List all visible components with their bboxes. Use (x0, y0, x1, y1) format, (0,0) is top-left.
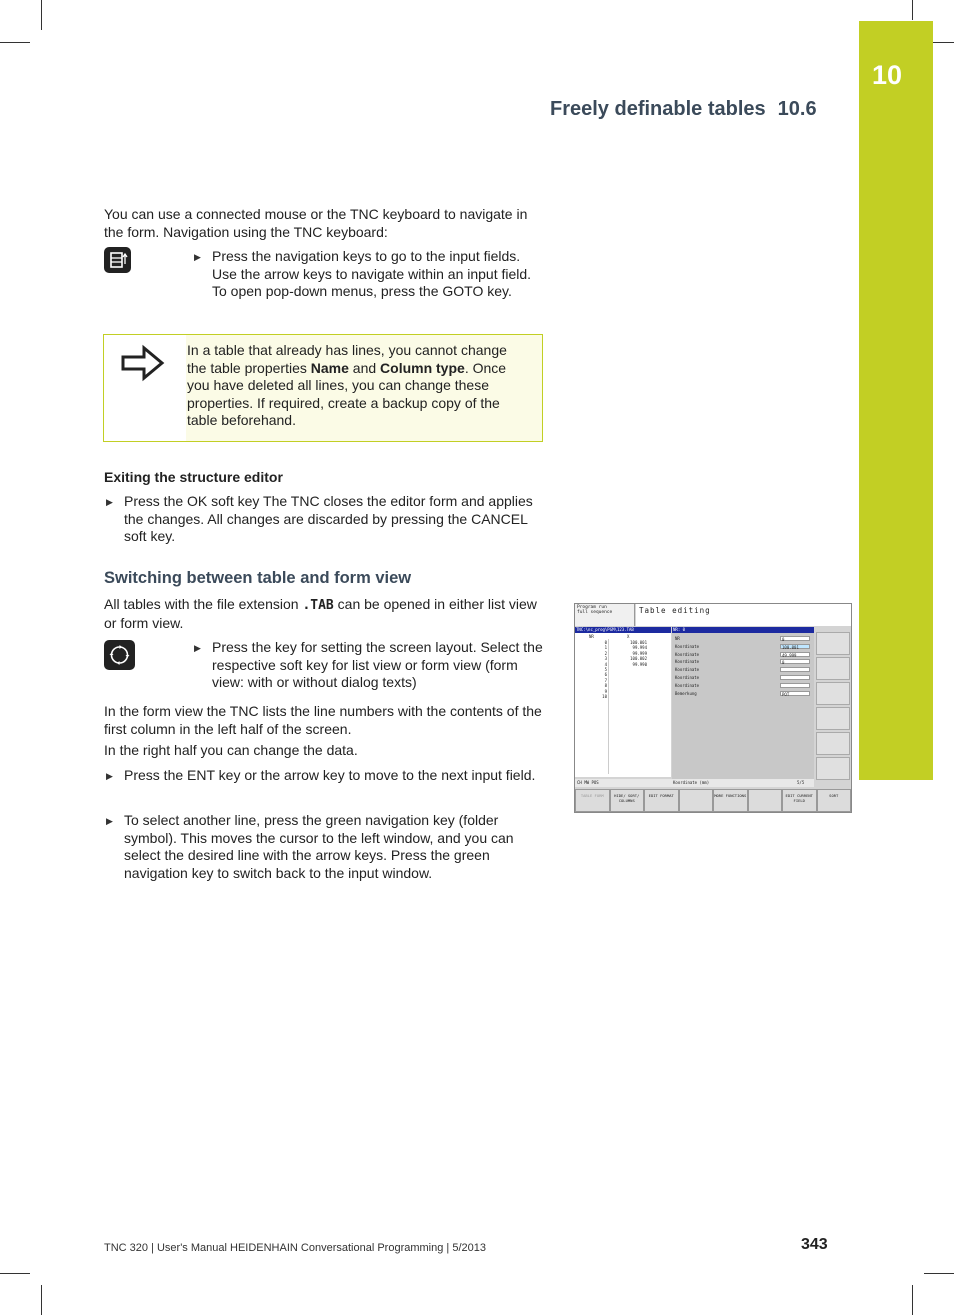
intro-paragraph: You can use a connected mouse or the TNC keyboard to navigate in the form. Navigation using the TNC keyboard: (104, 206, 528, 240)
table-row-value[interactable]: 99.999 (632, 650, 647, 656)
table-row-value[interactable]: 100.001 (630, 640, 647, 645)
status-left: CH MW POS (577, 780, 599, 785)
table-row-number[interactable]: 0 (604, 640, 607, 645)
form-field-label: Bemerkung (675, 690, 697, 696)
note-text-part: In a table that already has lines, you cannot change the table properties (187, 342, 507, 376)
section-number: 10.6 (777, 98, 817, 120)
table-row-number[interactable]: 7 (604, 677, 607, 683)
note-text-part: and (348, 359, 381, 376)
right-half-paragraph: In the right half you can change the data. (104, 742, 358, 758)
softkey[interactable]: MORE FUNCTIONS (713, 789, 748, 812)
table-row-number[interactable]: 10 (602, 694, 607, 699)
navigation-key-icon (104, 247, 131, 273)
form-field-input[interactable]: 49.999 (780, 652, 810, 657)
softkey[interactable]: SORT (817, 789, 852, 812)
chapter-tab (859, 21, 933, 780)
form-field-input[interactable]: 0 (780, 636, 810, 641)
form-field-label: Koordinate (675, 682, 700, 688)
footer-text: TNC 320 | User's Manual HEIDENHAIN Conversational Programming | 5/2013 (104, 1242, 486, 1254)
softkey[interactable] (748, 789, 783, 812)
operating-mode (575, 604, 635, 626)
note-text (187, 342, 527, 430)
screen-layout-key-icon (104, 640, 135, 670)
softkey[interactable]: TABLE FORM (575, 789, 610, 812)
note-icon-area (104, 335, 186, 441)
form-field-label: Koordinate (675, 643, 700, 649)
form-field-input[interactable] (780, 683, 810, 688)
crop-mark (0, 1273, 30, 1274)
status-right: 5/5 (797, 780, 805, 785)
form-field-input[interactable]: 100.001 (780, 644, 810, 649)
switch-heading: Switching between table and form view (104, 569, 412, 587)
form-field-label: NR (675, 636, 680, 641)
form-field-label: Koordinate (675, 651, 700, 657)
softkey[interactable]: EDIT CURRENT FIELD (782, 789, 817, 812)
chapter-number: 10 (872, 60, 903, 90)
page-number: 343 (801, 1236, 828, 1253)
exit-step: Press the OK soft key The TNC closes the editor form and applies the changes. All changes are discarded by pressing the CANCEL soft key. (124, 493, 533, 544)
softkey[interactable]: HIDE/ SORT/ COLUMNS (610, 789, 645, 812)
bullet-arrow-icon: ▶ (106, 497, 113, 507)
screen-title: Table editing (636, 604, 851, 626)
crop-mark (912, 0, 913, 20)
switch-text-part: All tables with the file extension (104, 596, 303, 612)
table-row-value[interactable]: 100.002 (630, 656, 647, 662)
select-line-step: To select another line, press the green navigation key (folder symbol). This moves the cursor to the left window, and you can select the desired line with the arrow keys. Press the green navigation key to switch back to the input window. (124, 812, 514, 881)
table-row-number[interactable]: 2 (604, 650, 607, 656)
crop-mark (41, 0, 42, 30)
form-field-input[interactable] (780, 667, 810, 672)
form-pane (672, 633, 814, 783)
tnc-screenshot (574, 603, 852, 813)
form-field-input[interactable] (780, 675, 810, 680)
exit-heading: Exiting the structure editor (104, 469, 283, 485)
navigation-step: Press the navigation keys to go to the input fields. Use the arrow keys to navigate within an input field. To open pop-down menus, press the GOTO key. (212, 248, 532, 299)
form-field-label: Koordinate (675, 667, 700, 673)
section-title: Freely definable tables (550, 98, 766, 120)
table-row-number[interactable]: 4 (604, 661, 607, 667)
bullet-arrow-icon: ▶ (106, 771, 113, 781)
table-row-number[interactable]: 5 (604, 667, 607, 672)
table-row-number[interactable]: 1 (604, 645, 607, 651)
table-row-value[interactable]: 99.994 (632, 645, 647, 651)
vertical-softkey[interactable] (816, 657, 850, 680)
col-nr-header: NR (589, 634, 594, 639)
table-row-number[interactable]: 6 (604, 672, 607, 678)
bullet-arrow-icon: ▶ (106, 816, 113, 826)
bullet-arrow-icon: ▶ (194, 252, 201, 262)
form-field-label: Koordinate (675, 659, 700, 665)
table-row-number[interactable]: 3 (604, 656, 607, 662)
table-list-pane (575, 627, 671, 777)
note-text-part: . Once you have deleted all lines, you can change these properties. If required, create a backup copy of the table beforehand. (187, 359, 507, 428)
table-row-number[interactable]: 9 (604, 688, 607, 694)
form-field-input[interactable]: POT (780, 691, 810, 696)
crop-mark (924, 1273, 954, 1274)
table-row-value[interactable]: 99.990 (632, 661, 647, 667)
ent-step: Press the ENT key or the arrow key to move to the next input field. (124, 767, 536, 783)
vertical-softkey[interactable] (816, 732, 850, 755)
layout-step: Press the key for setting the screen layout. Select the respective soft key for list view or form view (form view: with or without dialog texts) (212, 639, 543, 690)
vertical-softkey[interactable] (816, 632, 850, 655)
crop-mark (912, 1285, 913, 1315)
form-header: NR: 0 (672, 627, 814, 633)
vertical-softkey[interactable] (816, 682, 850, 705)
vertical-softkey[interactable] (816, 707, 850, 730)
row-column-divider (608, 639, 609, 774)
form-field-label: Koordinate (675, 675, 700, 680)
tab-extension: .TAB (302, 598, 334, 613)
note-name-term: Name (310, 359, 349, 376)
table-path: TNC:\nc_prog\PGM\123.TAB (575, 627, 671, 633)
bullet-arrow-icon: ▶ (194, 643, 201, 653)
table-row-number[interactable]: 8 (604, 683, 607, 689)
status-mid: Koordinate (mm) (673, 780, 710, 785)
note-column-type-term: Column type (380, 359, 465, 376)
softkey[interactable] (679, 789, 714, 812)
note-box (103, 334, 543, 442)
switch-text-part: can be opened in either list view or form view. (104, 596, 537, 631)
section-header (550, 98, 817, 121)
status-bar (575, 779, 814, 787)
softkey[interactable]: EDIT FORMAT (644, 789, 679, 812)
form-view-paragraph: In the form view the TNC lists the line numbers with the contents of the first column in the left half of the screen. (104, 703, 542, 737)
arrow-right-icon (120, 343, 168, 383)
form-field-input[interactable]: 0 (780, 659, 810, 664)
mode-line: full sequence (577, 610, 613, 615)
switch-paragraph (104, 596, 544, 632)
vertical-softkey[interactable] (816, 757, 850, 780)
crop-mark (0, 42, 30, 43)
col-x-header: X (627, 634, 630, 639)
crop-mark (41, 1285, 42, 1315)
mode-line: Program run (577, 605, 607, 610)
